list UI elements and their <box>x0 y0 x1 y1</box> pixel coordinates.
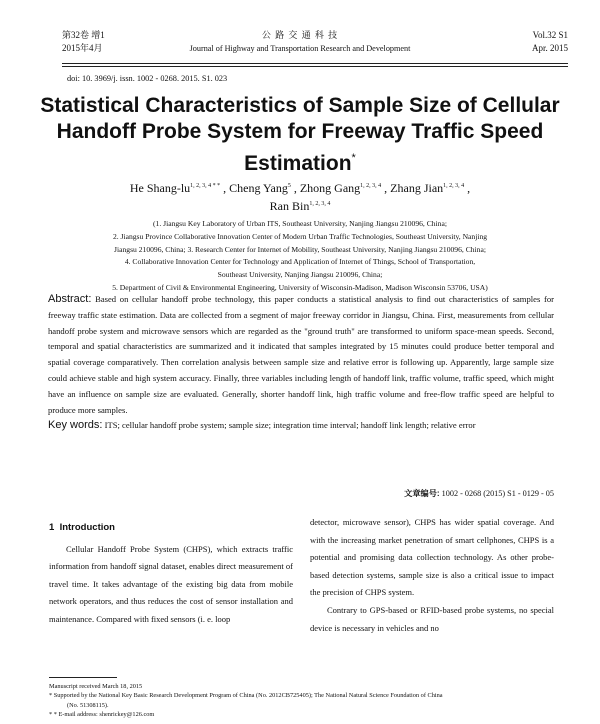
affiliation-line: 4. Collaborative Innovation Center for Technology and Application of Internet of Things, School of Transportation, <box>124 257 476 267</box>
affiliations <box>62 218 538 295</box>
author-separator: , <box>464 181 471 195</box>
author-separator: , <box>220 181 230 195</box>
section-heading <box>49 519 293 537</box>
abstract-label: Abstract: <box>48 293 92 305</box>
paper-title <box>40 93 560 177</box>
author-name: He Shang-lu <box>129 181 191 195</box>
abstract-text: Based on cellular handoff probe technology, this paper conducts a statistical analysis to find out characteristics of samples for freeway traffic state estimation. Data are collected from a segment of major freeway corridor in Jiangsu, China. First, measurements from cellular handoff probe system and microwave sensors which are regarded as the "ground truth" are transformed to uniform space-mean speeds. Second, temporal and spatial characteristics are summarized and it indicated that samples integrated by 15 minutes could produce better temporal and spatial coverage comparatively. Then correlation analysis between sample size and relative error is following up. Apparently, large sample size could achieve stable and high system accuracy. Finally, three variables including length of handoff link, traffic volume, traffic speed, which might have an influence on sample size are evaluated. Generally, shorter handoff link, high traffic volume and free-flow traffic speed are helpful to produce more samples. <box>48 294 554 415</box>
author-name: Zhang Jian <box>390 181 444 195</box>
author-affiliation-mark: 5 <box>287 183 291 189</box>
keywords-text: ITS; cellular handoff probe system; sample size; integration time interval; handoff link length; relative error <box>104 420 476 431</box>
author-affiliation-mark: 1, 2, 3, 4 <box>443 183 465 189</box>
header-volume-issue: 第32卷 增1 <box>62 30 105 40</box>
author-affiliation-mark: 1, 2, 3, 4 <box>360 183 382 189</box>
footnote-rule <box>49 677 117 678</box>
header-journal-cn: 公 路 交 通 科 技 <box>261 30 339 40</box>
section-number: 1 <box>49 522 55 533</box>
article-number <box>404 488 554 499</box>
footnote-support-cont: (No. 51308115). <box>67 701 109 709</box>
author-list <box>60 178 540 214</box>
doi-line: doi: 10. 3969/j. issn. 1002 - 0268. 2015. S1. 023 <box>67 74 228 83</box>
author-line <box>60 196 540 214</box>
affiliation-line: Southeast University, Nanjing Jiangsu 210096, China; <box>217 270 383 280</box>
header-rule <box>62 66 568 67</box>
header-volume-en: Vol.32 S1 <box>532 30 568 40</box>
author-name: Ran Bin <box>269 199 310 213</box>
article-number-value: 1002 - 0268 (2015) S1 - 0129 - 05 <box>441 489 554 498</box>
title-text: Statistical Characteristics of Sample Size of Cellular Handoff Probe System for Freeway Traffic Speed Estimation <box>40 94 560 175</box>
author-separator: , <box>381 181 391 195</box>
right-column <box>310 514 554 637</box>
footnotes <box>49 682 559 719</box>
keywords <box>48 418 554 434</box>
header-date-cn: 2015年4月 <box>62 43 103 53</box>
header-date-en: Apr. 2015 <box>532 43 568 53</box>
affiliation-line: 2. Jiangsu Province Collaborative Innovation Center of Modern Urban Traffic Technologies, Southeast University, Nanjing <box>112 231 488 241</box>
left-column <box>49 519 293 629</box>
affiliation-line: 5. Department of Civil & Environmental Engineering, University of Wisconsin-Madison, Madison Wisconsin 53706, USA) <box>112 282 488 292</box>
author-line <box>60 178 540 196</box>
header-rule <box>62 63 568 64</box>
footnote-received: Manuscript received March 18, 2015 <box>49 683 143 690</box>
section-title: Introduction <box>59 522 115 533</box>
author-separator: , <box>290 181 300 195</box>
title-mark: * <box>351 152 356 164</box>
footnote-email: * * E-mail address: shenrickey@126.com <box>49 710 155 718</box>
abstract <box>48 292 554 418</box>
body-paragraph: detector, microwave sensor), CHPS has wider spatial coverage. And with the increasing market penetration of smart cellphones, CHPS is a potential and promising data collection technology. As other probe-based detection systems, sample size is also a critical issue to impact the precision of CHPS system. <box>310 517 554 598</box>
author-name: Zhong Gang <box>299 181 361 195</box>
keywords-label: Key words: <box>48 419 103 432</box>
footnote-support: * Supported by the National Key Basic Research Development Program of China (No. 2012CB725405); The National Natural Science Foundation of China <box>49 692 443 700</box>
header-journal-en: Journal of Highway and Transportation Research and Development <box>189 44 411 53</box>
article-number-label: 文章编号: <box>404 489 440 498</box>
body-paragraph: Contrary to GPS-based or RFID-based probe systems, no special device is necessary in vehicles and no <box>310 604 554 633</box>
affiliation-line: (1. Jiangsu Key Laboratory of Urban ITS, Southeast University, Nanjing Jiangsu 210096, China; <box>153 219 447 228</box>
author-affiliation-mark: 1, 2, 3, 4 <box>309 201 331 207</box>
author-name: Cheng Yang <box>229 181 288 195</box>
abstract-block <box>48 292 554 434</box>
body-paragraph: Cellular Handoff Probe System (CHPS), which extracts traffic information from handoff signal dataset, enables direct measurement of travel time. It takes advantage of the existing big data from mobile network operators, and thus reduces the cost of sensor installation and maintenance. Compared with fixed sensors (i. e. loop <box>49 543 293 624</box>
author-affiliation-mark: 1, 2, 3, 4 * * <box>190 183 221 189</box>
affiliation-line: Jiangsu 210096, China; 3. Research Center for Internet of Mobility, Southeast University, Nanjing Jiangsu 210096, China; <box>114 244 486 254</box>
